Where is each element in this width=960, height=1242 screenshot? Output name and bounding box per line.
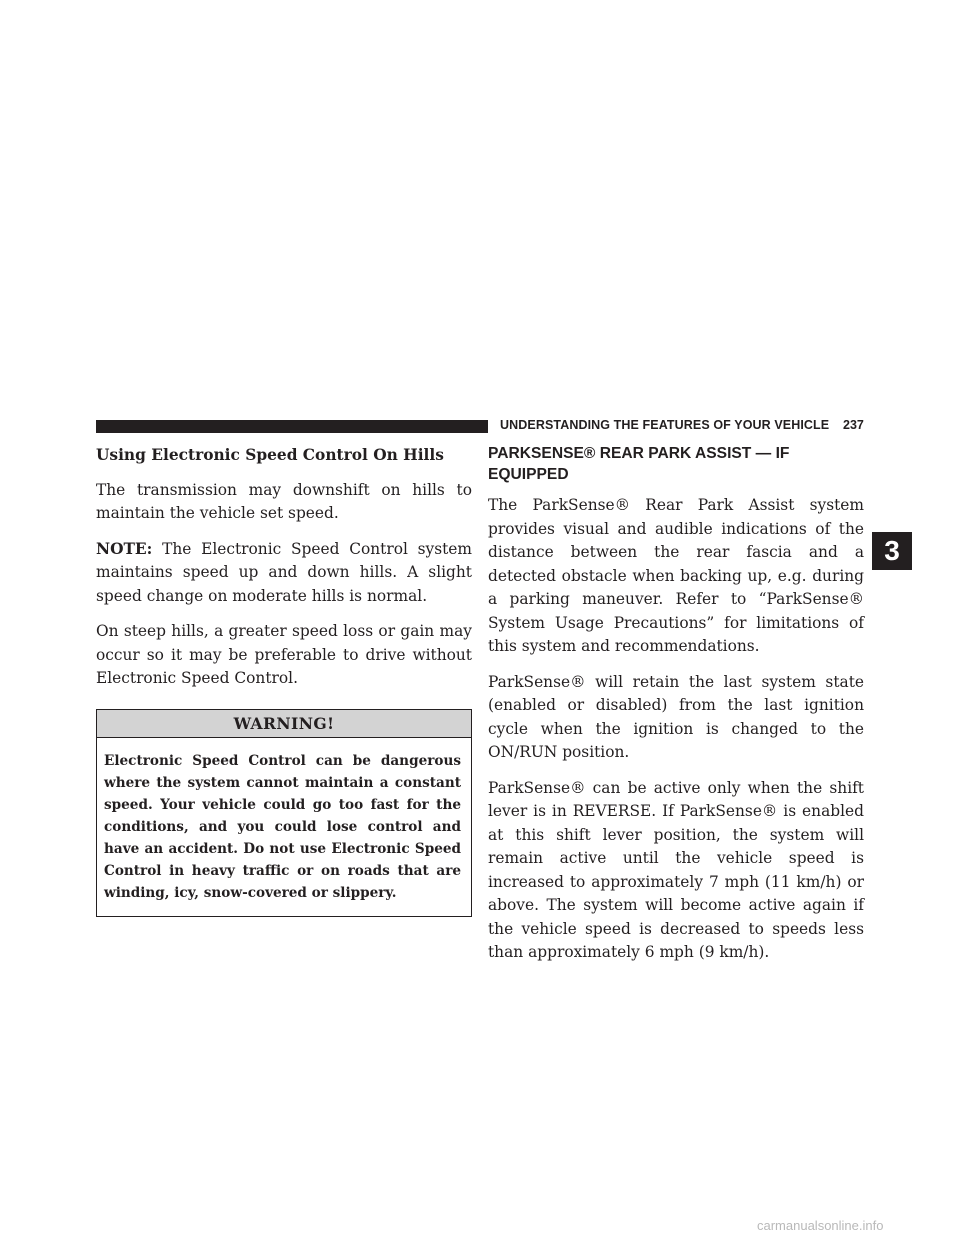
warning-box — [96, 709, 472, 917]
watermark: carmanualsonline.info — [757, 1218, 884, 1233]
page-number: 237 — [843, 418, 864, 432]
paragraph: The transmission may downshift on hills to maintain the vehicle set speed. — [96, 480, 472, 522]
left-column — [96, 444, 472, 917]
note-label: NOTE: — [96, 539, 153, 558]
chapter-tab: 3 — [872, 532, 912, 570]
paragraph: On steep hills, a greater speed loss or gain may occur so it may be preferable to drive without Electronic Speed Control. — [96, 622, 472, 687]
paragraph: ParkSense® will retain the last system state (enabled or disabled) from the last ignition cycle when the ignition is changed to the ON/RUN position. — [488, 672, 864, 761]
paragraph: ParkSense® can be active only when the shift lever is in REVERSE. If ParkSense® is enabled at this shift lever position, the system will remain active until the vehicle speed is increased to approximately 7 mph (11 km/h) or above. The system will become active again if the vehicle speed is decreased to speeds less than approximately 6 mph (9 km/h). — [488, 778, 864, 961]
subheading: Using Electronic Speed Control On Hills — [96, 446, 444, 464]
warning-body: Electronic Speed Control can be dangerous where the system cannot maintain a constant speed. Your vehicle could go too fast for the conditions, and you could lose control and have an accident. Do not use Electronic Speed Control in heavy traffic or on roads that are winding, icy, snow-covered or slippery. — [104, 752, 461, 901]
header-rule — [96, 420, 488, 433]
section-heading: PARKSENSE® REAR PARK ASSIST — IF EQUIPPED — [488, 445, 790, 483]
note — [96, 538, 472, 609]
warning-title: WARNING! — [97, 710, 471, 738]
running-header-title: UNDERSTANDING THE FEATURES OF YOUR VEHICLE — [500, 418, 830, 432]
note-text: The Electronic Speed Control system maintains speed up and down hills. A slight speed change on moderate hills is normal. — [96, 539, 472, 605]
paragraph: The ParkSense® Rear Park Assist system provides visual and audible indications of the distance between the rear fascia and a detected obstacle when backing up, e.g. during a parking maneuver. Refer to “ParkSense® System Usage Precautions” for limitations of this system and recommendations. — [488, 496, 864, 655]
right-column — [488, 444, 864, 977]
